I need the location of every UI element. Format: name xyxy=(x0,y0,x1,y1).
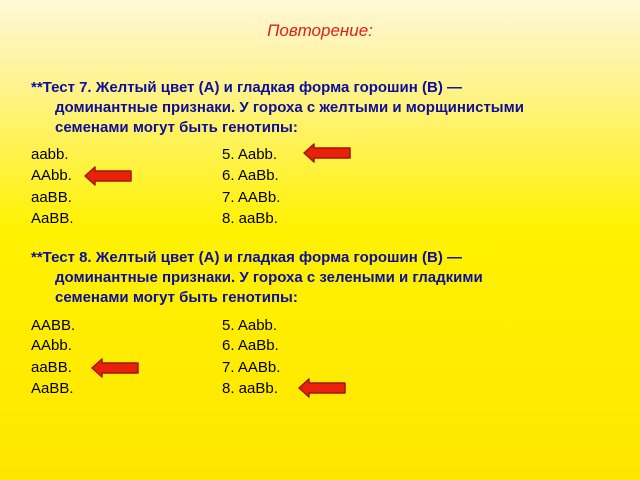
question-line: семенами могут быть генотипы: xyxy=(55,289,298,306)
test-7-option-AAbb: AAbb. xyxy=(31,167,72,184)
question-line: доминантные признаки. У гороха с зелеными и гладкими xyxy=(55,269,483,286)
test-8-option-AABB: AABB. xyxy=(31,317,76,334)
test-8-option-8: 8. aaBb. xyxy=(222,380,278,397)
test-7-option-aabb: aabb. xyxy=(31,146,69,163)
test-8-option-AAbb: AAbb. xyxy=(31,337,72,354)
test-8-option-5: 5. Aabb. xyxy=(222,317,278,334)
test-8-option-7: 7. AABb. xyxy=(222,359,281,376)
test-7-option-5: 5. Aabb. xyxy=(222,146,278,163)
question-line: **Тест 7. Желтый цвет (А) и гладкая форма горошин (В) — xyxy=(31,79,463,96)
test-8-option-AaBB: AaBB. xyxy=(31,380,74,397)
answer-arrow-left-icon xyxy=(84,166,132,186)
test-7-option-6: 6. AaBb. xyxy=(222,167,279,184)
test-8-option-6: 6. AaBb. xyxy=(222,337,279,354)
test-7-option-7: 7. AABb. xyxy=(222,189,281,206)
test-7-option-aaBB: aaBB. xyxy=(31,189,72,206)
question-line: доминантные признаки. У гороха с желтыми и морщинистыми xyxy=(55,99,524,116)
question-line: семенами могут быть генотипы: xyxy=(55,119,298,136)
answer-arrow-left-icon xyxy=(298,378,346,398)
answer-arrow-left-icon xyxy=(303,143,351,163)
test-7-option-8: 8. aaBb. xyxy=(222,210,278,227)
slide-title: Повторение: xyxy=(267,21,373,40)
test-7-option-AaBB: AaBB. xyxy=(31,210,74,227)
test-8-question xyxy=(31,248,631,308)
test-8-option-aaBB: aaBB. xyxy=(31,359,72,376)
answer-arrow-left-icon xyxy=(91,358,139,378)
question-line: **Тест 8. Желтый цвет (А) и гладкая форма горошин (В) — xyxy=(31,249,463,266)
test-7-question xyxy=(31,78,631,138)
